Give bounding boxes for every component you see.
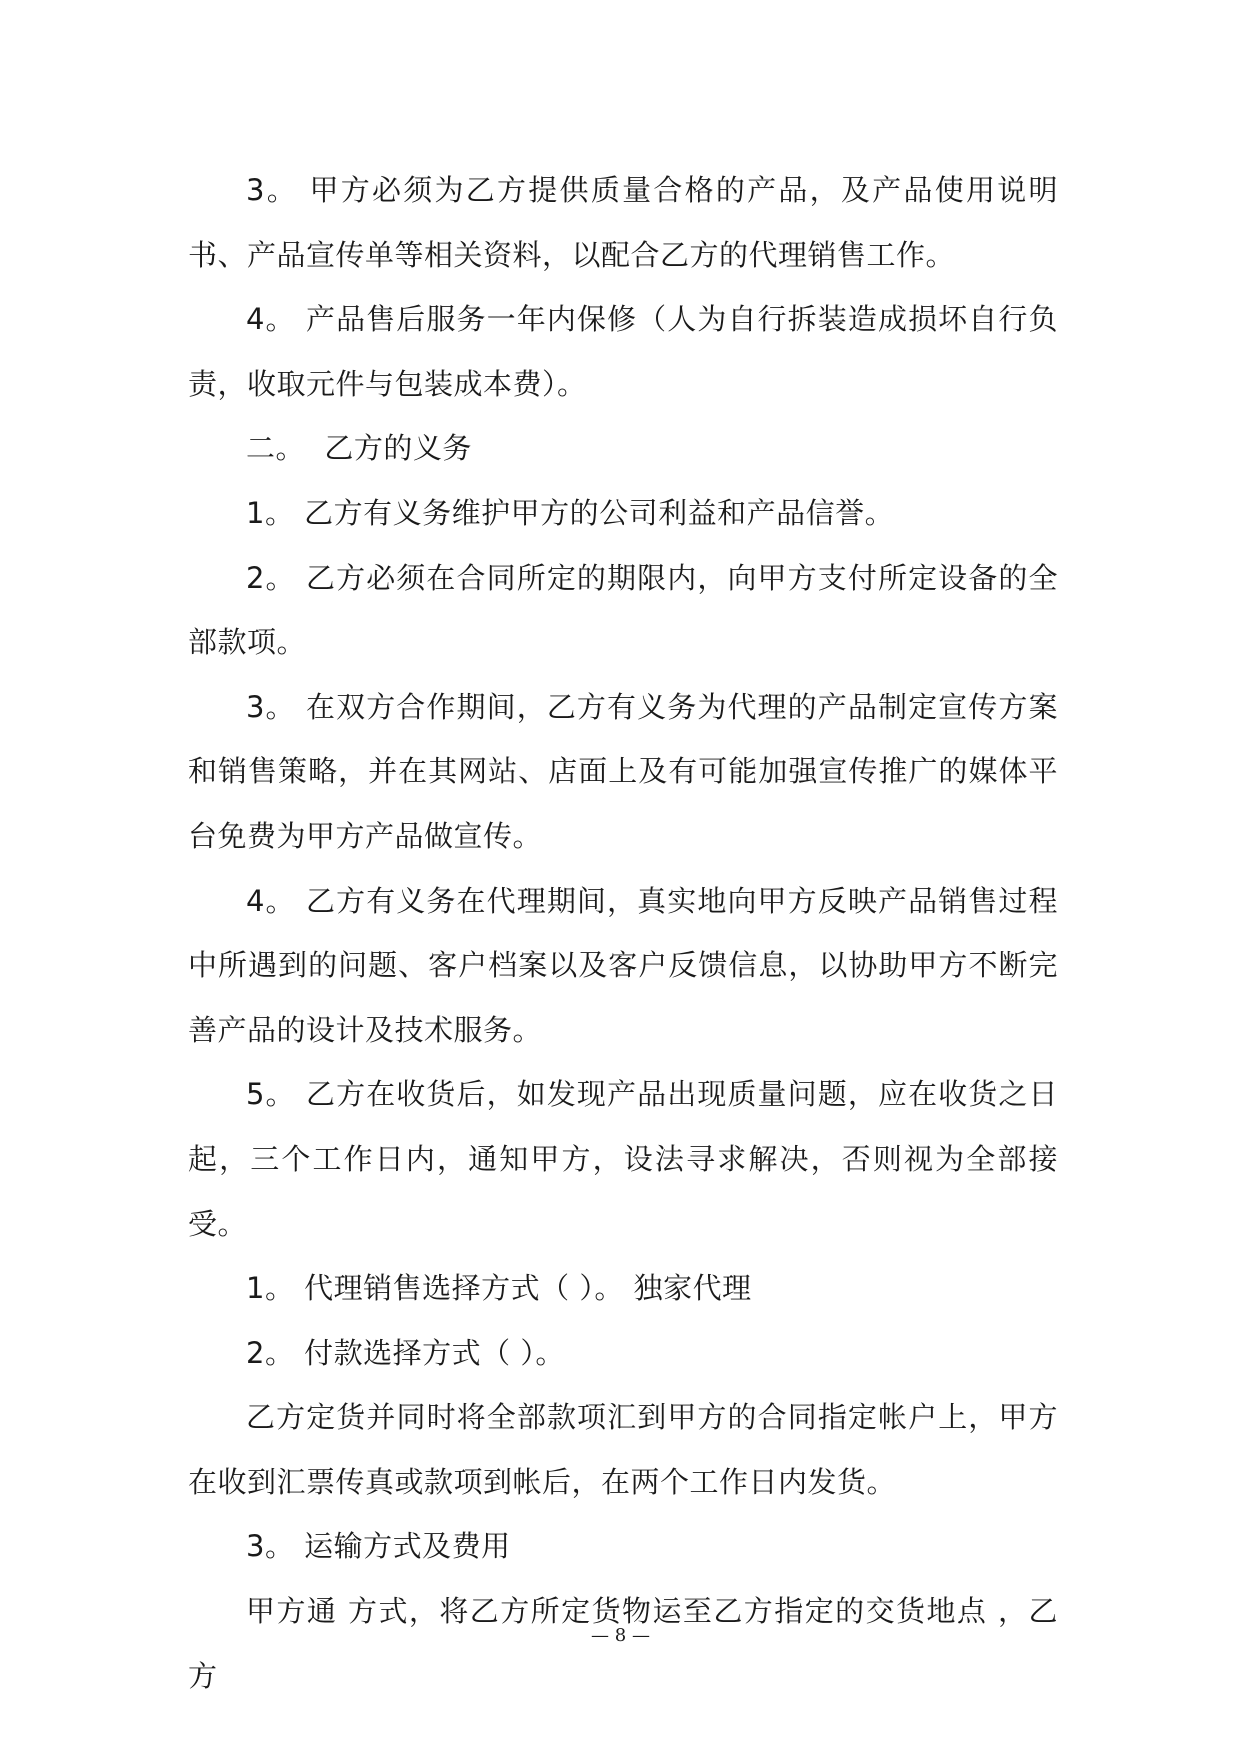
paragraph-party-a-duty-3: 3。 甲方必须为乙方提供质量合格的产品，及产品使用说明书、产品宣传单等相关资料，以配合乙方的代理销售工作。 bbox=[188, 173, 1058, 272]
paragraph-party-b-duty-3: 3。 在双方合作期间，乙方有义务为代理的产品制定宣传方案和销售策略，并在其网站、店面上及有可能加强宣传推广的媒体平台免费为甲方产品做宣传。 bbox=[188, 689, 1058, 853]
paragraph-transport-terms: 甲方通 方式，将乙方所定货物运至乙方指定的交货地点 ，乙方 bbox=[188, 1594, 1058, 1693]
paragraph-party-a-duty-4: 4。 产品售后服务一年内保修（人为自行拆装造成损坏自行负责，收取元件与包装成本费）。 bbox=[188, 302, 1058, 401]
section-heading-party-b-duties: 二。 乙方的义务 bbox=[246, 431, 472, 466]
paragraph-party-b-duty-1: 1。 乙方有义务维护甲方的公司利益和产品信誉。 bbox=[246, 495, 895, 530]
page-number: — 8 — bbox=[591, 1625, 650, 1646]
document-body bbox=[188, 158, 1058, 1708]
paragraph-party-b-duty-5: 5。 乙方在收货后，如发现产品出现质量问题，应在收货之日起，三个工作日内，通知甲方，设法寻求解决，否则视为全部接受。 bbox=[188, 1077, 1058, 1241]
paragraph-payment-terms: 乙方定货并同时将全部款项汇到甲方的合同指定帐户上，甲方在收到汇票传真或款项到帐后，在两个工作日内发货。 bbox=[188, 1400, 1058, 1499]
paragraph-transport-heading: 3。 运输方式及费用 bbox=[246, 1529, 511, 1564]
paragraph-agency-method: 1。 代理销售选择方式（ ）。 独家代理 bbox=[246, 1271, 752, 1306]
paragraph-payment-method: 2。 付款选择方式（ ）。 bbox=[246, 1335, 565, 1370]
paragraph-party-b-duty-2: 2。 乙方必须在合同所定的期限内，向甲方支付所定设备的全部款项。 bbox=[188, 560, 1058, 660]
paragraph-party-b-duty-4: 4。 乙方有义务在代理期间，真实地向甲方反映产品销售过程中所遇到的问题、客户档案以及客户反馈信息，以协助甲方不断完善产品的设计及技术服务。 bbox=[188, 883, 1058, 1047]
